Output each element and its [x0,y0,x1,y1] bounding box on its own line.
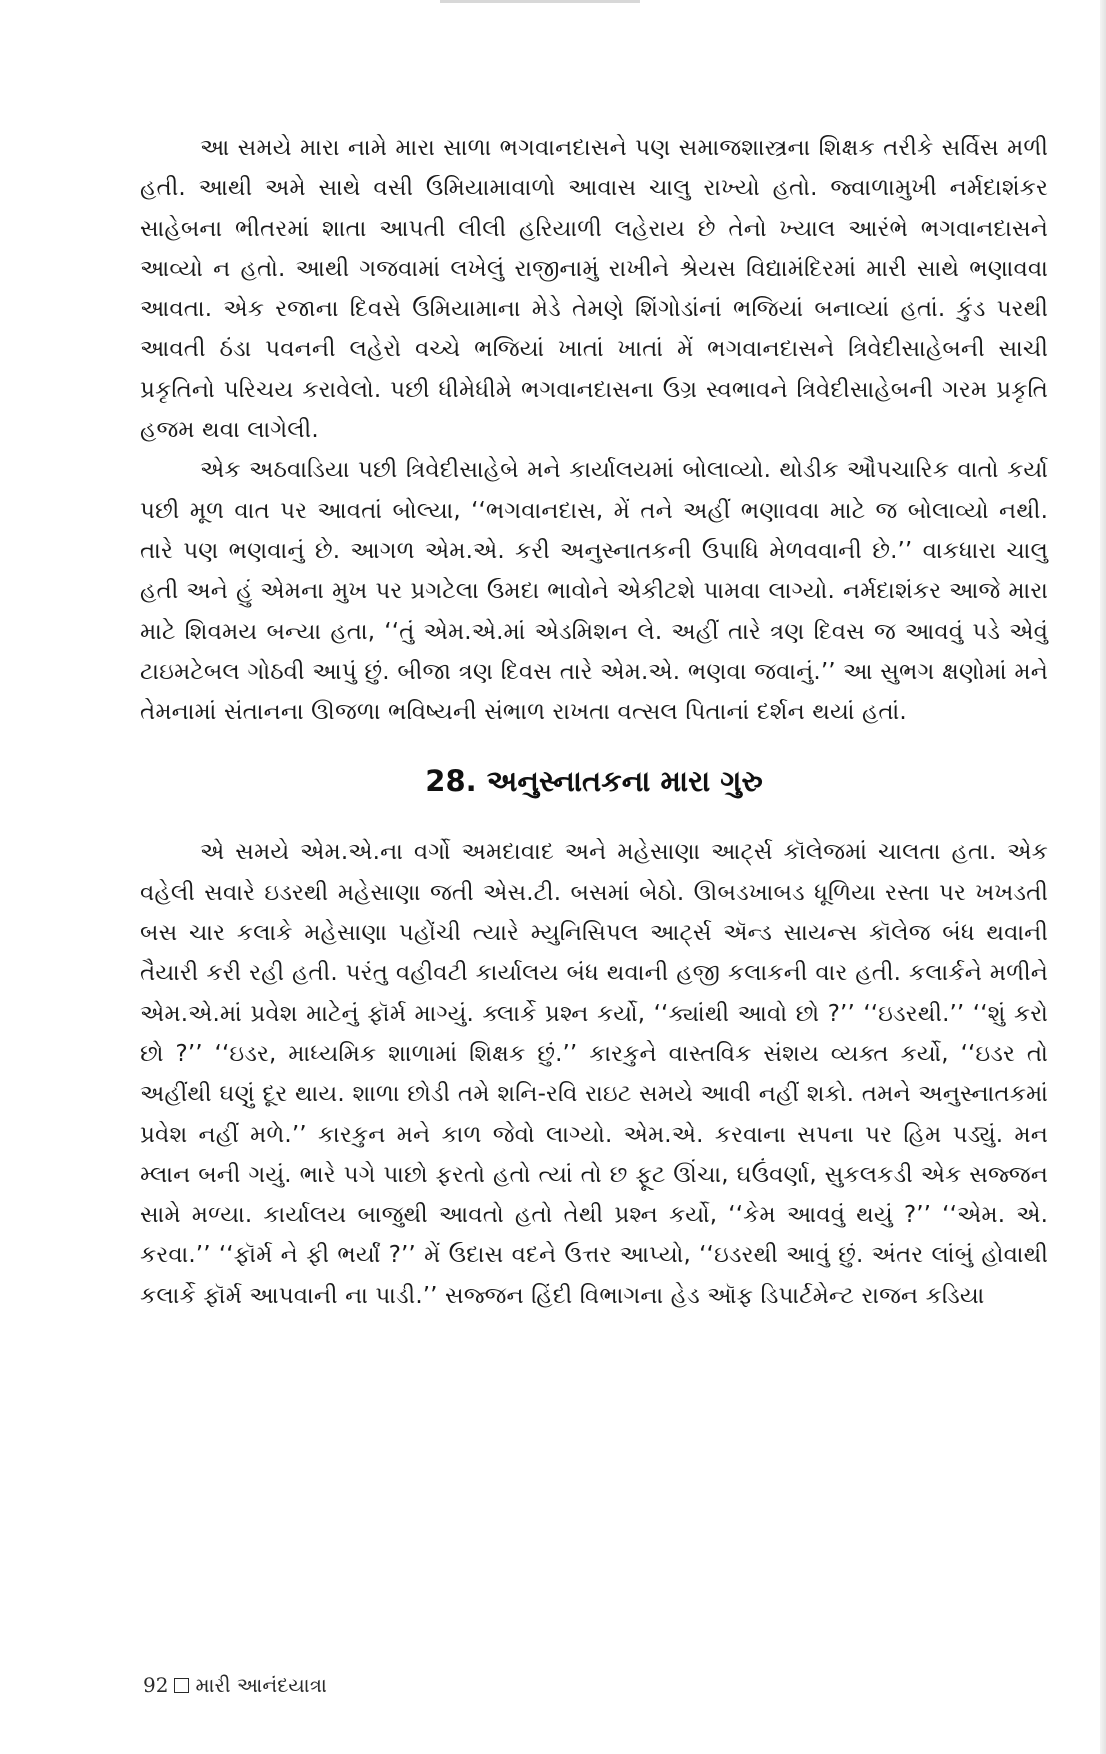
paragraph-1: આ સમયે મારા નામે મારા સાળા ભગવાનદાસને પણ સમાજશાસ્ત્રના શિક્ષક તરીકે સર્વિસ મળી હતી. આથી અમે સાથે વસી ઉમિયામાવાળો આવાસ ચાલુ રાખ્યો હતો. જ્વાળામુખી નર્મદાશંકર સાહેબના ભીતરમાં શાતા આપતી લીલી હરિયાળી લહેરાય છે તેનો ખ્યાલ આરંભે ભગવાનદાસને આવ્યો ન હતો. આથી ગજવામાં લખેલું રાજીનામું રાખીને શ્રેયસ વિદ્યામંદિરમાં મારી સાથે ભણાવવા આવતા. એક રજાના દિવસે ઉમિયામાના મેડે તેમણે શિંગોડાંનાં ભજિયાં બનાવ્યાં હતાં. કુંડ પરથી આવતી ઠંડા પવનની લહેરો વચ્ચે ભજિયાં ખાતાં ખાતાં મેં ભગવાનદાસને ત્રિવેદીસાહેબની સાચી પ્રકૃતિનો પરિચય કરાવેલો. પછી ધીમેધીમે ભગવાનદાસના ઉગ્ર સ્વભાવને ત્રિવેદીસાહેબની ગરમ પ્રકૃતિ હજમ થવા લાગેલી. [140,135,1048,444]
paragraph-2: એક અઠવાડિયા પછી ત્રિવેદીસાહેબે મને કાર્યાલયમાં બોલાવ્યો. થોડીક ઔપચારિક વાતો કર્યા પછી મૂળ વાત પર આવતાં બોલ્યા, ‘‘ભગવાનદાસ, મેં તને અહીં ભણાવવા માટે જ બોલાવ્યો નથી. તારે પણ ભણવાનું છે. આગળ એમ.એ. કરી અનુસ્નાતકની ઉપાધિ મેળવવાની છે.’’ વાકધારા ચાલુ હતી અને હું એમના મુખ પર પ્રગટેલા ઉમદા ભાવોને એકીટશે પામવા લાગ્યો. નર્મદાશંકર આજે મારા માટે શિવમય બન્યા હતા, ‘‘તું એમ.એ.માં એડમિશન લે. અહીં તારે ત્રણ દિવસ જ આવવું પડે એવું ટાઇમટેબલ ગોઠવી આપું છું. બીજા ત્રણ દિવસ તારે એમ.એ. ભણવા જવાનું.’’ આ સુભગ ક્ષણોમાં મને તેમનામાં સંતાનના ઊજળા ભવિષ્યની સંભાળ રાખતા વત્સલ પિતાનાં દર્શન થયાં હતાં. [140,457,1048,726]
page-number: 92 [143,1673,169,1697]
top-edge-mark [440,0,640,3]
square-separator-icon [174,1678,189,1693]
page-footer [143,1671,327,1699]
paragraph-3: એ સમયે એમ.એ.ના વર્ગો અમદાવાદ અને મહેસાણા આર્ટ્સ કૉલેજમાં ચાલતા હતા. એક વહેલી સવારે ઇડરથી મહેસાણા જતી એસ.ટી. બસમાં બેઠો. ઊબડખાબડ ધૂળિયા રસ્તા પર ખખડતી બસ ચાર કલાકે મહેસાણા પહોંચી ત્યારે મ્યુનિસિપલ આર્ટ્સ ઍન્ડ સાયન્સ કૉલેજ બંધ થવાની તૈયારી કરી રહી હતી. પરંતુ વહીવટી કાર્યાલય બંધ થવાની હજી કલાકની વાર હતી. કલાર્કને મળીને એમ.એ.માં પ્રવેશ માટેનું ફૉર્મ માગ્યું. ક્લાર્કે પ્રશ્ન કર્યો, ‘‘ક્યાંથી આવો છો ?’’ ‘‘ઇડરથી.’’ ‘‘શું કરો છો ?’’ ‘‘ઇડર, માધ્યમિક શાળામાં શિક્ષક છું.’’ કારકુને વાસ્તવિક સંશય વ્યક્ત કર્યો, ‘‘ઇડર તો અહીંથી ઘણું દૂર થાય. શાળા છોડી તમે શનિ-રવિ રાઇટ સમયે આવી નહીં શકો. તમને અનુસ્નાતકમાં પ્રવેશ નહીં મળે.’’ કારકુન મને કાળ જેવો લાગ્યો. એમ.એ. કરવાના સપના પર હિમ પડ્યું. મન મ્લાન બની ગયું. ભારે પગે પાછો ફરતો હતો ત્યાં તો છ ફૂટ ઊંચા, ઘઉંવર્ણા, સુકલકડી એક સજ્જન સામે મળ્યા. કાર્યાલય બાજુથી આવતો હતો તેથી પ્રશ્ન કર્યો, ‘‘કેમ આવવું થયું ?’’ ‘‘એમ. એ. કરવા.’’ ‘‘ફૉર્મ ને ફી ભર્યાં ?’’ મેં ઉદાસ વદને ઉત્તર આપ્યો, ‘‘ઇડરથી આવું છું. અંતર લાંબું હોવાથી કલાર્કે ફૉર્મ આપવાની ના પાડી.’’ સજ્જન હિંદી વિભાગના હેડ ઑફ ડિપાર્ટમેન્ટ રાજન કડિયા [140,839,1048,1309]
book-title: મારી આનંદયાત્રા [195,1673,327,1697]
page-edge [1100,0,1106,1754]
page-body [140,128,1048,1316]
chapter-heading: 28. અનુસ્નાતકના મારા ગુરુ [425,764,763,799]
